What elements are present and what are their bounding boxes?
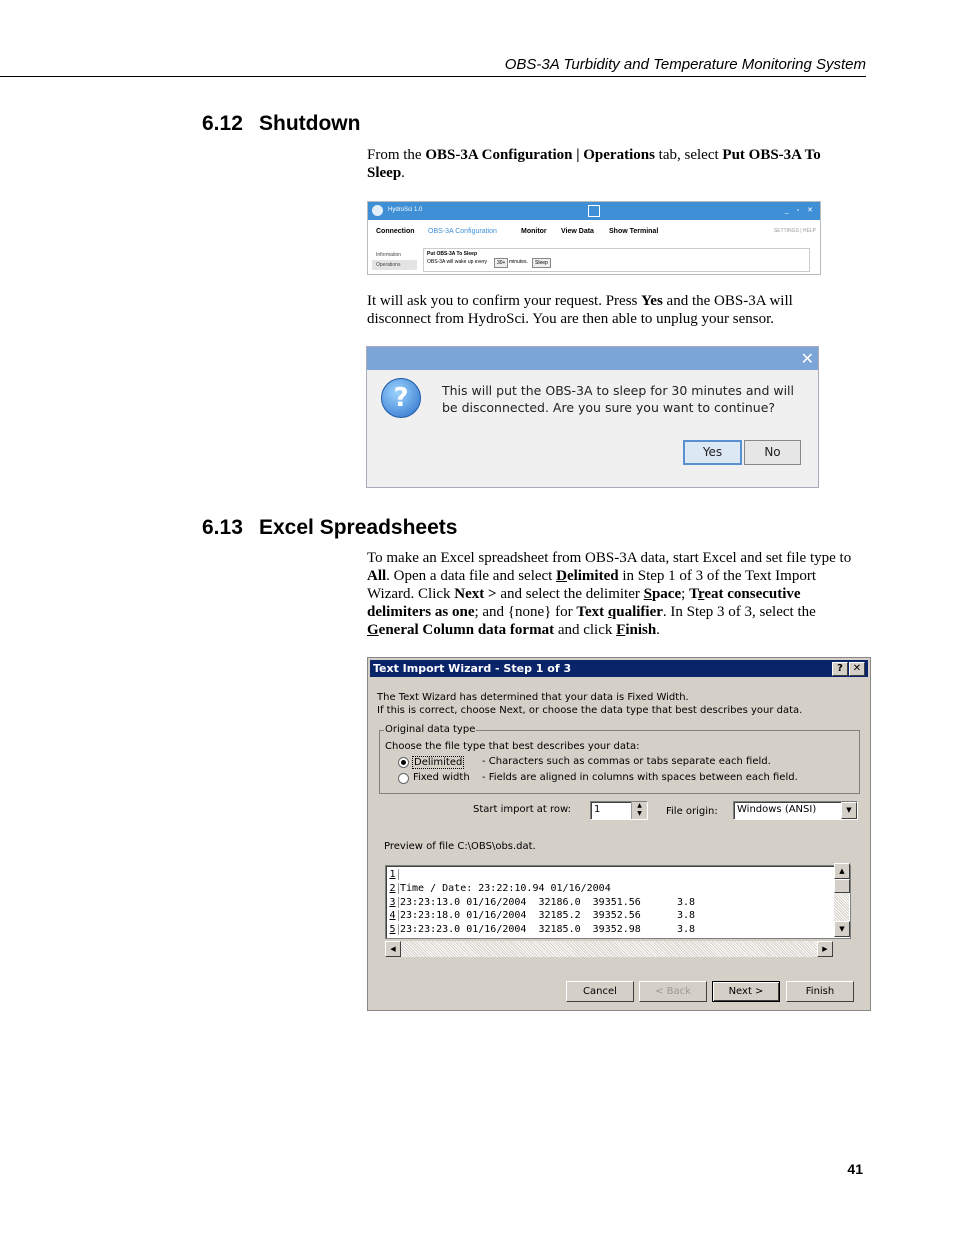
underline: D [556, 568, 567, 584]
preview-label: Preview of file C:\OBS\obs.dat. [384, 841, 536, 852]
file-origin-select[interactable] [733, 801, 858, 820]
window-icon [588, 205, 600, 217]
section-title: Shutdown [259, 112, 361, 135]
tab-obs3a-configuration[interactable]: OBS-3A Configuration [428, 228, 497, 235]
row-number: 5 [387, 924, 399, 935]
text: ; [681, 586, 690, 602]
hydrosci-title-bar [368, 202, 820, 220]
help-icon[interactable]: ? [832, 662, 848, 676]
scroll-up-icon[interactable]: ▲ [834, 863, 850, 879]
group-label: Original data type [385, 724, 476, 735]
underline: G [367, 622, 379, 638]
sleep-button[interactable]: Sleep [532, 258, 551, 268]
hydrosci-nav [368, 220, 820, 244]
wizard-title: Text Import Wizard - Step 1 of 3 [373, 662, 572, 675]
radio-delimited[interactable] [398, 757, 409, 768]
paragraph-shutdown-intro [367, 146, 859, 182]
back-button[interactable]: < Back [639, 981, 707, 1002]
text: in Step 1 of 3 of the Text Import Wizard. Click [367, 568, 816, 602]
bold-text [367, 622, 554, 638]
text: Text [576, 604, 608, 620]
close-icon[interactable]: ✕ [849, 662, 865, 676]
hydrosci-logo-icon [372, 205, 383, 216]
text: tab, select [654, 147, 723, 163]
row-number: 1 [387, 869, 399, 880]
tab-connection[interactable]: Connection [376, 228, 415, 235]
hydrosci-app-title: HydroSci 1.0 [388, 207, 423, 213]
wizard-intro-2: If this is correct, choose Next, or choose the data type that best describes your data. [377, 705, 803, 716]
bold-text: Next > [454, 586, 497, 602]
tab-show-terminal[interactable]: Show Terminal [609, 228, 659, 235]
paragraph-excel [367, 549, 859, 639]
row-number: 4 [387, 910, 399, 921]
minutes-label: minutes. [509, 259, 528, 265]
hydrosci-screenshot [367, 201, 821, 275]
text: and the OBS-3A will disconnect from HydroSci. You are then able to unplug your sensor. [367, 293, 793, 327]
sidebar-item-operations[interactable]: Operations [372, 260, 417, 270]
text: elimited [566, 568, 619, 584]
section-heading-excel [202, 516, 457, 540]
text: ualifier [616, 604, 663, 620]
text: and click [554, 622, 617, 638]
sidebar-item-information[interactable]: Information [376, 252, 402, 258]
confirm-title-bar [367, 347, 818, 370]
row-text: Time / Date: 23:22:10.94 01/16/2004 [400, 883, 611, 894]
chevron-down-icon[interactable]: ▼ [841, 802, 857, 819]
confirm-message: This will put the OBS-3A to sleep for 30 minutes and will be disconnected. Are you sure you want to continue? [442, 383, 795, 415]
wizard-intro-1: The Text Wizard has determined that your data is Fixed Width. [377, 692, 689, 703]
option-fixed-width-desc: - Fields are aligned in columns with spaces between each field. [482, 772, 798, 783]
row-text: 23:23:13.0 01/16/2004 32186.0 39351.56 3.8 [400, 897, 696, 908]
file-preview[interactable] [385, 865, 851, 939]
scroll-right-icon[interactable]: ▶ [817, 941, 833, 957]
tab-monitor[interactable]: Monitor [521, 228, 547, 235]
row-number: 3 [387, 897, 399, 908]
start-row-stepper[interactable] [590, 801, 648, 820]
text: It will ask you to confirm your request. Press [367, 293, 642, 309]
bold-text [644, 586, 682, 602]
bold-text [556, 568, 619, 584]
start-row-label: Start import at row: [473, 804, 572, 815]
underline: r [697, 586, 705, 602]
option-fixed-width-label[interactable]: Fixed width [413, 772, 470, 783]
wake-text: OBS-3A will wake up every [427, 259, 488, 265]
text: . Open a data file and select [386, 568, 557, 584]
spin-arrows-icon[interactable]: ▲ ▼ [631, 802, 647, 819]
section-number: 6.13 [202, 516, 243, 539]
row-number: 2 [387, 883, 399, 894]
scroll-thumb[interactable] [834, 879, 850, 893]
next-button[interactable]: Next > [712, 981, 780, 1002]
bold-text: Yes [641, 293, 663, 309]
file-origin-label: File origin: [666, 806, 718, 817]
page-number: 41 [847, 1161, 863, 1177]
bold-text: Put OBS-3A To Sleep [367, 147, 821, 181]
text: eat consecutive delimiters as one [367, 586, 801, 620]
question-icon: ? [381, 378, 421, 418]
confirm-dialog [366, 346, 819, 488]
vertical-scrollbar[interactable] [834, 863, 849, 937]
original-data-type-group [379, 724, 860, 794]
text: eneral Column data format [378, 622, 555, 638]
hydrosci-sidebar [372, 250, 417, 270]
scroll-left-icon[interactable]: ◀ [385, 941, 401, 957]
text: T [689, 586, 698, 602]
text: ; and {none} for [474, 604, 577, 620]
bold-text [576, 604, 663, 620]
yes-button[interactable]: Yes [683, 440, 742, 465]
sleep-panel [423, 248, 810, 272]
scroll-down-icon[interactable]: ▼ [834, 921, 850, 937]
section-number: 6.12 [202, 112, 243, 135]
wizard-title-bar [370, 660, 868, 677]
text: . [401, 165, 405, 181]
header-rule [0, 76, 866, 77]
underline: q [607, 604, 617, 620]
underline: S [643, 586, 652, 602]
row-text: 23:23:18.0 01/16/2004 32185.2 39352.56 3.8 [400, 910, 696, 921]
settings-help-links[interactable]: SETTINGS | HELP [773, 228, 816, 234]
radio-fixed-width[interactable] [398, 773, 409, 784]
section-heading-shutdown [202, 112, 360, 136]
text: To make an Excel spreadsheet from OBS-3A data, start Excel and set file type to [367, 550, 852, 566]
row-text: 23:23:23.0 01/16/2004 32185.0 39352.98 3.8 [400, 924, 696, 935]
underline: F [616, 622, 626, 638]
horizontal-scrollbar[interactable] [385, 941, 833, 957]
text: . In Step 3 of 3, select the [662, 604, 816, 620]
bold-text [616, 622, 656, 638]
close-icon[interactable]: ✕ [800, 349, 814, 368]
file-origin-value: Windows (ANSI) [737, 804, 817, 815]
running-header: OBS-3A Turbidity and Temperature Monitoring System [504, 56, 866, 73]
text: From the [367, 147, 426, 163]
window-controls-icon[interactable]: _ ▫ ✕ [784, 207, 816, 214]
finish-button[interactable]: Finish [786, 981, 854, 1002]
start-row-value: 1 [594, 804, 601, 815]
text: and select the delimiter [496, 586, 644, 602]
text: inish [625, 622, 657, 638]
tab-view-data[interactable]: View Data [561, 228, 594, 235]
no-button[interactable]: No [744, 440, 801, 465]
text: . [656, 622, 660, 638]
cancel-button[interactable]: Cancel [566, 981, 634, 1002]
minutes-input[interactable]: 30+ [494, 258, 508, 268]
option-delimited-label[interactable]: Delimited [414, 757, 463, 768]
section-title: Excel Spreadsheets [259, 516, 458, 539]
option-delimited-desc: - Characters such as commas or tabs separate each field. [482, 756, 771, 767]
paragraph-confirm [367, 292, 859, 328]
bold-text: All [367, 568, 387, 584]
sleep-panel-title: Put OBS-3A To Sleep [427, 251, 478, 257]
text-import-wizard [367, 657, 871, 1011]
text: pace [651, 586, 682, 602]
choose-label: Choose the file type that best describes your data: [385, 741, 640, 752]
bold-text: OBS-3A Configuration | Operations [425, 147, 655, 163]
